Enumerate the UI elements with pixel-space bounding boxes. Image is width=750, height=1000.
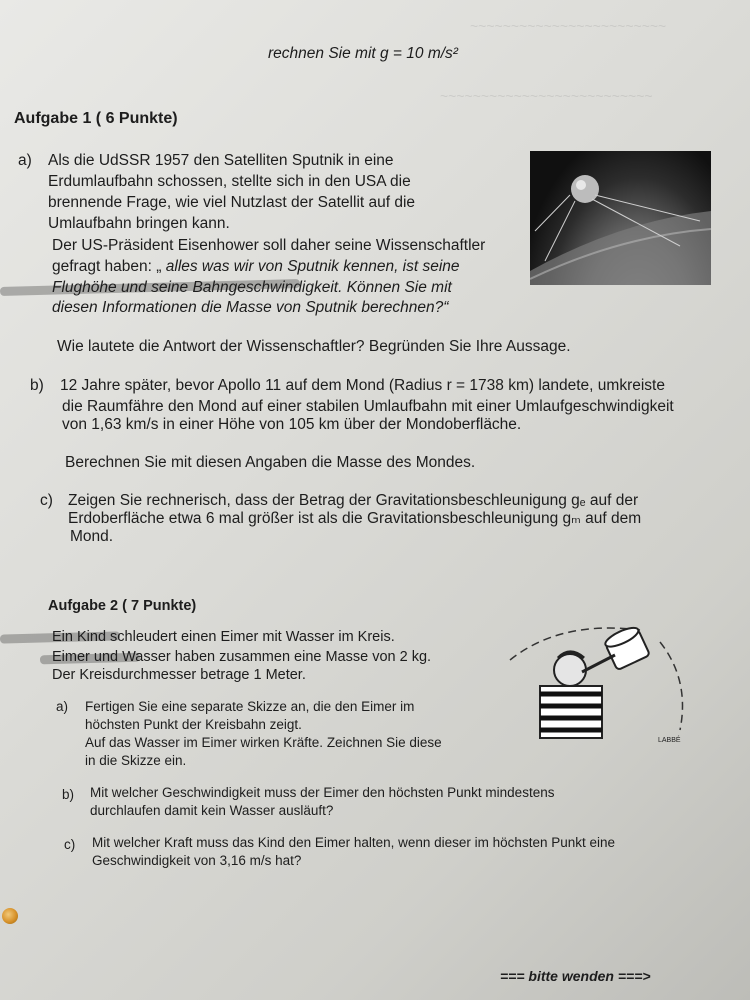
task1-c-line: Zeigen Sie rechnerisch, dass der Betrag der Gravitationsbeschleunigung gₑ auf der [68, 492, 639, 509]
task1-a-line: brennende Frage, wie viel Nutzlast der Satellit auf die [48, 194, 416, 211]
task2-c-label: c) [64, 837, 76, 852]
task2-intro-line: Eimer und Wasser haben zusammen eine Masse von 2 kg. [52, 649, 432, 665]
child-bucket-sketch [500, 620, 700, 750]
task2-a-line: Auf das Wasser im Eimer wirken Kräfte. Zeichnen Sie diese [85, 735, 442, 750]
task2-a-line: in die Skizze ein. [85, 753, 187, 768]
task2-intro-line: Der Kreisdurchmesser betrage 1 Meter. [52, 667, 306, 683]
task1-a-line: diesen Informationen die Masse von Sputnik berechnen?“ [52, 299, 449, 316]
task2-a-line: Fertigen Sie eine separate Skizze an, die den Eimer im [85, 699, 415, 714]
gravity-note: rechnen Sie mit g = 10 m/s² [268, 45, 458, 62]
task2-a-line: höchsten Punkt der Kreisbahn zeigt. [85, 717, 302, 732]
task1-a-label: a) [18, 152, 32, 169]
task2-b-label: b) [62, 787, 75, 802]
task2-c-line: Geschwindigkeit von 3,16 m/s hat? [92, 853, 302, 868]
task1-b-line: von 1,63 km/s in einer Höhe von 105 km über der Mondoberfläche. [62, 416, 522, 433]
task2-b-line: durchlaufen damit kein Wasser ausläuft? [90, 803, 334, 818]
task1-b-line: 12 Jahre später, bevor Apollo 11 auf dem Mond (Radius r = 1738 km) landete, umkreiste [60, 377, 665, 394]
punch-hole-reinforcement [2, 908, 18, 924]
task1-c-line: Erdoberfläche etwa 6 mal größer ist als die Gravitationsbeschleunigung gₘ auf dem [68, 510, 642, 527]
task1-a-question: Wie lautete die Antwort der Wissenschaftler? Begründen Sie Ihre Aussage. [57, 338, 571, 355]
task2-c-line: Mit welcher Kraft muss das Kind den Eimer halten, wenn dieser im höchsten Punkt eine [92, 835, 616, 850]
task1-b-label: b) [30, 377, 44, 394]
turn-over-note: === bitte wenden ===> [500, 968, 651, 984]
quote-intro: gefragt haben: „ [52, 258, 166, 275]
task2-heading: Aufgabe 2 ( 7 Punkte) [48, 598, 197, 614]
task1-b-line: die Raumfähre den Mond auf einer stabilen Umlaufbahn mit einer Umlaufgeschwindigkeit [62, 398, 674, 415]
task1-c-label: c) [40, 492, 53, 509]
child-swinging-bucket-icon [500, 620, 700, 750]
show-through-text: ~~~~~~~~~~~~~~~~~~~~~~~~ [470, 18, 667, 34]
task1-c-line: Mond. [70, 528, 114, 545]
show-through-text: ~~~~~~~~~~~~~~~~~~~~~~~~~~ [440, 88, 653, 104]
task1-a-line: Als die UdSSR 1957 den Satelliten Sputnik in eine [48, 152, 394, 169]
task2-a-label: a) [56, 699, 69, 714]
task1-a-line: Flughöhe und seine Bahngeschwindigkeit. Können Sie mit [52, 279, 452, 296]
task2-intro-line: Ein Kind schleudert einen Eimer mit Wasser im Kreis. [52, 629, 395, 645]
quote-text: alles was wir von Sputnik kennen, ist seine [165, 258, 460, 275]
sputnik-satellite-icon [530, 151, 711, 285]
task1-a-line: Erdumlaufbahn schossen, stellte sich in den USA die [48, 173, 411, 190]
task1-b-question: Berechnen Sie mit diesen Angaben die Masse des Mondes. [65, 454, 476, 471]
sketch-signature: LABBÉ [658, 737, 681, 744]
task1-a-line: Der US-Präsident Eisenhower soll daher seine Wissenschaftler [52, 237, 486, 254]
sputnik-photo [530, 151, 711, 285]
task1-a-quote-start [52, 256, 460, 277]
task2-b-line: Mit welcher Geschwindigkeit muss der Eimer den höchsten Punkt mindestens [90, 785, 555, 800]
task1-a-line: Umlaufbahn bringen kann. [48, 215, 230, 232]
task1-heading: Aufgabe 1 ( 6 Punkte) [14, 110, 178, 127]
